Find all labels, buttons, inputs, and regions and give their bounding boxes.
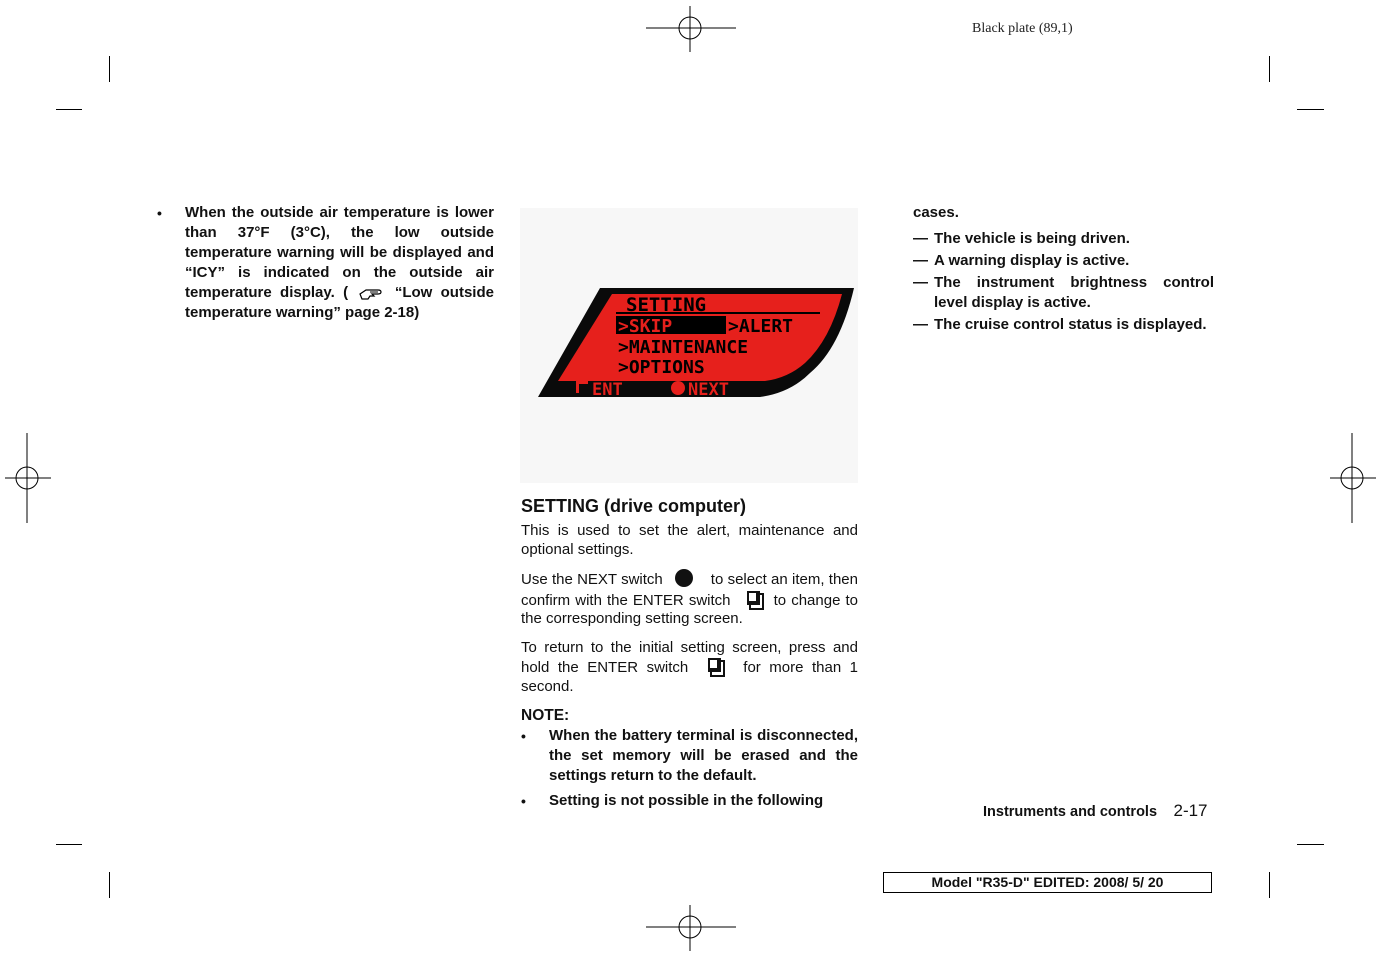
registration-mark-bottom — [646, 905, 736, 951]
case-item — [913, 315, 1214, 335]
note-item — [521, 726, 858, 786]
model-label: Model — [931, 874, 972, 890]
paragraph-text: to change to the corresponding setting screen. — [521, 591, 858, 627]
display-row-options: >OPTIONS — [618, 357, 705, 378]
paragraph-text: to select an item, then confirm with the ENTER switch — [521, 571, 858, 609]
setting-display-image — [520, 208, 858, 483]
middle-column — [521, 494, 858, 816]
note-item-text: Setting is not possible in the following — [549, 792, 824, 809]
case-item-text: The vehicle is being driven. — [934, 230, 1130, 247]
paragraph-text: To return to the initial setting screen, press and hold the ENTER switch — [521, 638, 858, 676]
case-item-text: A warning display is active. — [934, 252, 1130, 269]
next-switch-icon — [675, 569, 693, 587]
note-title: NOTE: — [521, 707, 570, 724]
paragraph-intro: This is used to set the alert, maintenance and optional settings. — [521, 522, 858, 558]
paragraph-text: Use the NEXT switch — [521, 571, 663, 588]
page-footer — [983, 801, 1223, 821]
bullet-dot: • — [521, 793, 526, 809]
display-footer-ent: ENT — [592, 380, 623, 400]
section-heading: SETTING (drive computer) — [521, 496, 747, 516]
case-item-text: The cruise control status is displayed. — [934, 316, 1207, 333]
dash-mark: — — [913, 274, 928, 291]
paragraph-return — [521, 639, 858, 697]
model-value: "R35-D" — [975, 874, 1030, 890]
crop-mark — [1269, 872, 1270, 898]
model-edited-box — [883, 872, 1212, 893]
case-item — [913, 229, 1214, 249]
crop-mark — [1269, 56, 1270, 82]
crop-mark — [109, 56, 110, 82]
edited-date: EDITED: 2008/ 5/ 20 — [1033, 874, 1164, 890]
crop-mark — [56, 844, 82, 845]
crop-mark — [1297, 109, 1324, 110]
display-row-skip: >SKIP — [618, 316, 673, 337]
next-dot-icon — [671, 381, 685, 395]
dash-mark: — — [913, 252, 928, 269]
display-figure — [520, 208, 858, 483]
case-item-text: The instrument brightness control level display is active. — [934, 274, 1214, 311]
case-item — [913, 273, 1214, 313]
note-item-text: When the battery terminal is disconnected, the set memory will be erased and the settings return to the default. — [549, 727, 858, 784]
registration-mark-top — [646, 6, 736, 52]
continuation-text: cases. — [913, 204, 959, 221]
display-row-maintenance: >MAINTENANCE — [618, 337, 749, 358]
bullet-text-2: “Low outside temperature warning” page 2-18) — [185, 284, 494, 321]
enter-switch-icon — [707, 657, 725, 677]
page-reference-icon — [358, 285, 384, 301]
bullet-dot: • — [157, 205, 162, 221]
dash-mark: — — [913, 230, 928, 247]
enter-switch-icon — [746, 590, 764, 610]
crop-mark — [109, 872, 110, 898]
page-number: 2-17 — [1173, 801, 1208, 820]
right-column — [913, 203, 1214, 337]
display-title: SETTING — [626, 294, 707, 316]
paragraph-next-enter — [521, 569, 858, 629]
case-item — [913, 251, 1214, 271]
paragraph-text: for more than 1 second. — [521, 659, 859, 695]
registration-mark-left — [5, 433, 51, 523]
bullet-item — [157, 203, 494, 323]
crop-mark — [1297, 844, 1324, 845]
bullet-dot: • — [521, 728, 526, 744]
section-name: Instruments and controls — [983, 804, 1158, 820]
note-item — [521, 791, 858, 811]
crop-mark — [56, 109, 82, 110]
registration-mark-right — [1330, 433, 1376, 523]
left-column — [157, 203, 494, 323]
bullet-text-1: When the outside air temperature is lower than 37°F (3°C), the low outside temperature warning will be displayed and “ICY” is indicated on the outside air temperature display. ( — [185, 204, 494, 301]
dash-mark: — — [913, 316, 928, 333]
display-row-alert: >ALERT — [728, 316, 794, 337]
display-footer-next: NEXT — [688, 380, 729, 400]
plate-label: Black plate (89,1) — [972, 21, 1073, 36]
